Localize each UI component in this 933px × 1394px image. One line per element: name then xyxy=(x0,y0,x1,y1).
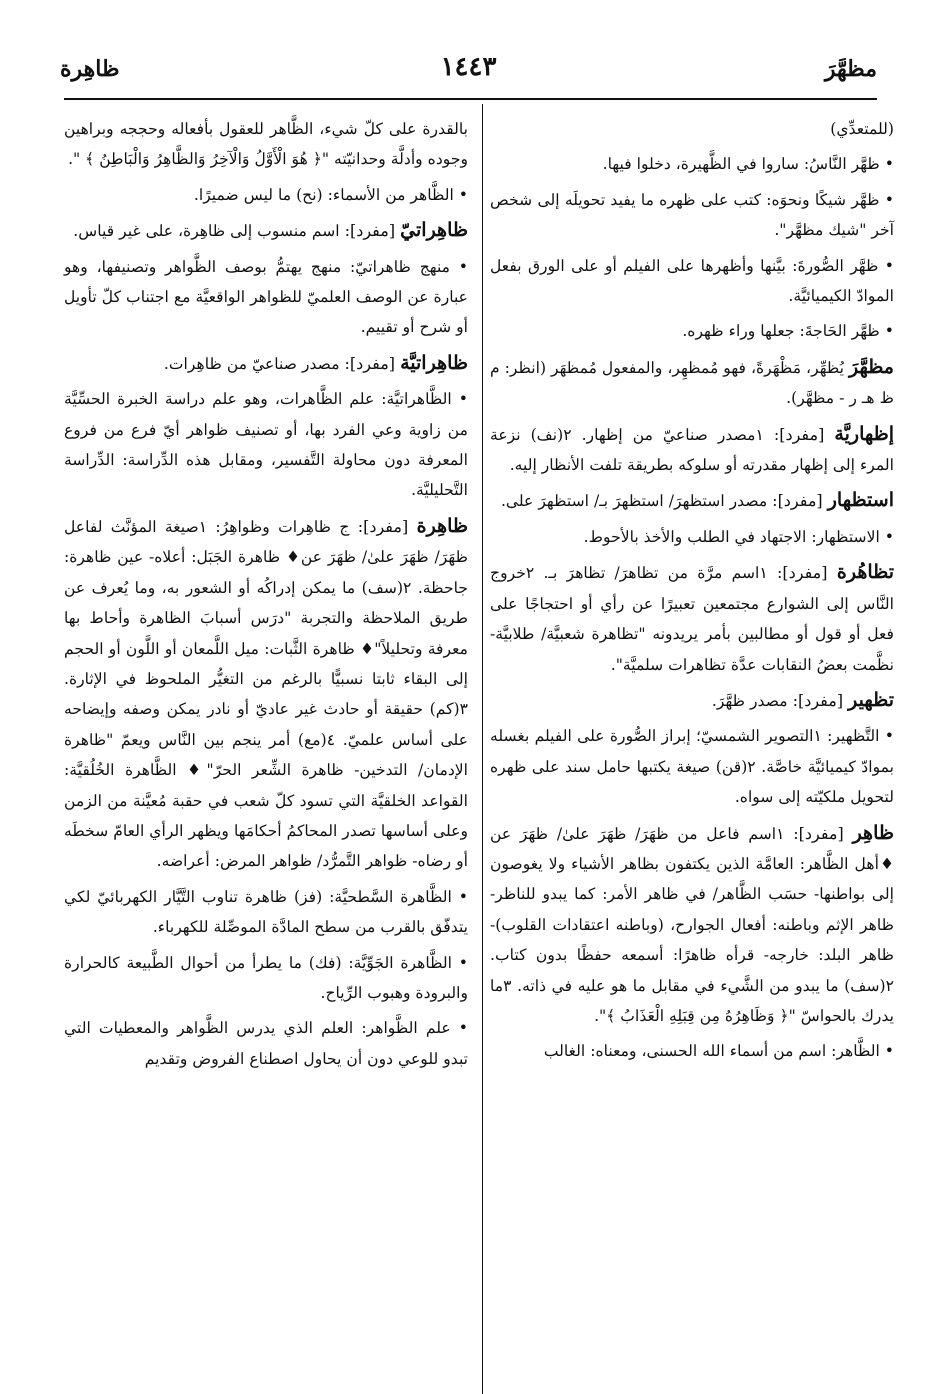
right-column xyxy=(490,114,894,1072)
entry-headword: ظاهِراتيَّة xyxy=(400,351,468,374)
entry-text: • الاستظهار: الاجتهاد في الطلب والأخذ بالأحوط. xyxy=(583,527,894,546)
entry-text: • الظَّاهر من الأسماء: (نح) ما ليس ضميرًا. xyxy=(193,185,468,204)
dictionary-entry xyxy=(490,818,894,1032)
entry-headword: إظهاريَّة xyxy=(834,422,895,445)
header-guide-word-right: مظهَّرَ xyxy=(824,56,877,82)
left-column xyxy=(64,114,468,1079)
dictionary-entry xyxy=(490,419,894,481)
entry-headword: ظاهِرة xyxy=(416,514,468,537)
entry-text: • منهج ظاهراتيّ: منهج يهتمُّ بوصف الظَّواهر وتصنيفها، وهو عبارة عن الوصف العلميّ للظواهر الواقعيَّة مع اجتناب كلّ تأويل أو شرح أو تقييم. xyxy=(64,257,468,337)
entry-text: مصدر استظهرَ/ استظهرَ بـ/ استظهرَ على. xyxy=(500,492,773,511)
entry-grammar-tag: [مفرد]: xyxy=(792,690,849,710)
dictionary-entry xyxy=(490,685,894,716)
dictionary-entry xyxy=(490,485,894,516)
entry-text: • ظهَّر الصُّورةَ: بيَّنها وأظهرها على الفيلم أو على الورق بفعل الموادّ الكيميائيَّة. xyxy=(490,256,894,306)
entry-text: ١اسم فاعل من ظهَرَ/ ظهَرَ علىٰ/ ظهَرَ عن ♦أهل الظَّاهر: العامَّة الذين يكتفون بظاهر الأشياء ولا يغوصون إلى بواطنها- حسَب الظَّاهر/ في ظاهر الأمر: كما يبدو للناظر- ظاهر الإثم وباطنه: أفعال الجوارح، (وباطنه اعتقادات القلوب)- ظاهر البلد: خارجه- قرأه ظاهرًا: أسمعه حفظًا بدون كتاب. ٢(سف) ما يبدو من الشَّيء في مقابل ما هو عليه في ذاته. ٣ما يدرك بالحواسّ "﴿ وَظَاهِرُهُ مِن قِبَلِهِ الْعَذَابُ ﴾". xyxy=(490,824,894,1025)
entry-headword: مظهَّرَ xyxy=(848,355,894,378)
entry-grammar-tag: [مفرد]: xyxy=(772,491,828,511)
entry-grammar-tag: [مفرد]: xyxy=(344,353,401,373)
dictionary-entry xyxy=(64,882,468,943)
entry-text: • الظَّاهر: اسم من أسماء الله الحسنى، ومعناه: الغالب xyxy=(543,1042,894,1061)
entry-text: يُظهِّر، مَظْهَرةً، فهو مُمظهِر، والمفعول مُمظهَر (انظر: م ظ هـ ر - مظهَّر). xyxy=(490,358,894,408)
entry-text: • علم الظَّواهر: العلم الذي يدرس الظَّواهر والمعطيات التي تبدو للوعي دون أن يحاول اصطناع الفروض وتقديم xyxy=(64,1019,468,1068)
entry-text: • التَّظهير: ١التصوير الشمسيّ؛ إبراز الصُّورة على الفيلم بغسله بموادّ كيميائيَّة خاصَّة. ٢(قن) صيغة يكتبها حامل سند على ظهره لتحويل ملكيّته إلى سواه. xyxy=(490,727,894,807)
page-number: ١٤٤٣ xyxy=(440,52,497,82)
dictionary-entry xyxy=(490,316,894,346)
entry-text: مصدر ظهَّرَ. xyxy=(711,691,793,710)
dictionary-entry xyxy=(64,1013,468,1074)
entry-text: بالقدرة على كلّ شيء، الظَّاهر للعقول بأفعاله وحججه وبراهين وجوده وأدلَّة وحدانيّته "﴿ هُوَ الْأَوَّلُ وَالْآخِرُ وَالظَّاهِرُ وَالْبَاطِنُ ﴾ ". xyxy=(64,120,468,169)
dictionary-entry xyxy=(490,1036,894,1066)
entry-grammar-tag: [مفرد]: xyxy=(777,563,837,583)
dictionary-entry xyxy=(64,180,468,210)
entry-text: • ظهَّر شيكًا ونحوَه: كتب على ظهره ما يفيد تحويلَه إلى شخص آخر "شيك مظهَّر". xyxy=(490,190,894,240)
dictionary-entry xyxy=(64,114,468,175)
entry-text: ١مصدر صناعيّ من إظهار. ٢(نف) نزعة المرء إلى إظهار مقدرته أو سلوكه بطريقة تلفت الأنظار إليه. xyxy=(490,425,894,475)
entry-headword: ظاهِر xyxy=(852,821,894,844)
entry-grammar-tag: [مفرد]: xyxy=(357,516,417,536)
entry-text: مصدر صناعيّ من ظاهِرات. xyxy=(163,354,345,373)
entry-text: اسم منسوب إلى ظاهِرة، على غير قياس. xyxy=(73,222,345,241)
dictionary-entry xyxy=(64,948,468,1009)
entry-grammar-tag: [مفرد]: xyxy=(793,823,853,843)
entry-headword: استظهار xyxy=(827,489,894,512)
dictionary-entry xyxy=(64,215,468,246)
entry-headword: تظهير xyxy=(848,688,894,711)
entry-text: ج ظاهِرات وظواهِرُ: ١صيغة المؤنَّث لفاعل ظهَرَ/ ظهَرَ علىٰ/ ظهَرَ عن♦ ظاهرة الجَبَل: أعلاه- عين ظاهرة: جاحظة. ٢(سف) ما يمكن إدراكُه أو الشعور به، وما يُعرف عن طريق الملاحظة والتجربة "درَس أسبابَ الظاهرة وأحاط بها معرفة وتحليلاً"♦ ظاهرة الثَّبات: ميل اللَّمعان أو اللَّون أو الحجم إلى البقاء ثابتا نسبيًّا بالرغم من التغيُّر الملحوظ في الإثارة. ٣(كم) حقيقة أو حادث غير عاديّ أو نادر يمكن وصفه وإيضاحه على أساس علميّ. ٤(مع) أمر ينجم بين النَّاس ويعمّ "ظاهرة الإدمان/ التدخين- ظاهرة الشِّعر الحرّ"♦ الظَّاهرة الخُلُقيَّة: القواعد الخلقيَّة التي تسود كلّ شعب في حقبة مُعيَّنة من الزمن وعلى أساسها تصدر المحاكمُ أحكامَها ويظهر الرأي العامّ سخطَه أو رضاه- ظواهر التَّمرُّد/ ظواهر المرض: أعراضه. xyxy=(64,517,468,871)
entry-grammar-tag: [مفرد]: xyxy=(773,424,835,444)
entry-text: • الظَّاهرة الجَوِّيَّة: (فك) ما يطرأ من أحوال الطَّبيعة كالحرارة والبرودة وهبوب الرِّياح. xyxy=(64,953,468,1002)
dictionary-entry xyxy=(64,252,468,343)
entry-grammar-tag: [مفرد]: xyxy=(344,221,401,241)
dictionary-entry xyxy=(490,149,894,179)
dictionary-entry xyxy=(490,721,894,812)
column-divider xyxy=(482,104,483,1394)
entry-text: • ظهَّر النَّاسُ: ساروا في الظَّهيرة، دخلوا فيها. xyxy=(602,155,894,174)
dictionary-entry xyxy=(64,348,468,379)
entry-text: (للمتعدِّي) xyxy=(830,120,894,138)
page-header xyxy=(60,52,877,92)
dictionary-entry xyxy=(490,522,894,552)
dictionary-entry xyxy=(490,185,894,246)
entry-text: • الظَّاهرة السَّطحيَّة: (فز) ظاهرة تناوب التَّيَّار الكهربائيّ لكي يتدفّق بالقرب من سطح المادَّة الموصِّلة للكهرباء. xyxy=(64,887,468,937)
entry-text: • الظَّاهراتيَّة: علم الظَّاهرات، وهو علم دراسة الخبرة الحسِّيَّة من زاوية وعي الفرد بها، أو تصنيف ظواهر أيّ فرع من فروع المعرفة دون محاولة التَّفسير، ومقابل هذه الدِّراسة: الدِّراسة التَّحليليَّة. xyxy=(64,390,468,500)
entry-text: • ظهَّر الحَاجةَ: جعلها وراء ظهره. xyxy=(682,322,894,341)
header-guide-word-left: ظاهِرة xyxy=(60,56,120,82)
dictionary-entry xyxy=(490,557,894,680)
header-rule xyxy=(64,98,877,100)
dictionary-entry xyxy=(490,352,894,414)
entry-text: ١اسم مرَّة من تظاهرَ/ تظاهرَ بـ. ٢خروج النَّاس إلى الشوارع مجتمعين تعبيرًا عن رأي أو احتجاجًا على فعل أو قول أو مطالبين بأمر يريدونه "تظاهرة شعبيَّة/ طلابيَّة- نظَّمت بعضُ النقابات عدَّة تظاهرات سلميَّة". xyxy=(490,564,894,674)
dictionary-entry xyxy=(64,511,468,877)
dictionary-entry xyxy=(490,251,894,312)
dictionary-entry xyxy=(64,384,468,506)
entry-headword: ظاهِراتيّ xyxy=(400,219,468,242)
dictionary-entry xyxy=(490,114,894,144)
entry-headword: تظاهُرة xyxy=(836,561,894,584)
